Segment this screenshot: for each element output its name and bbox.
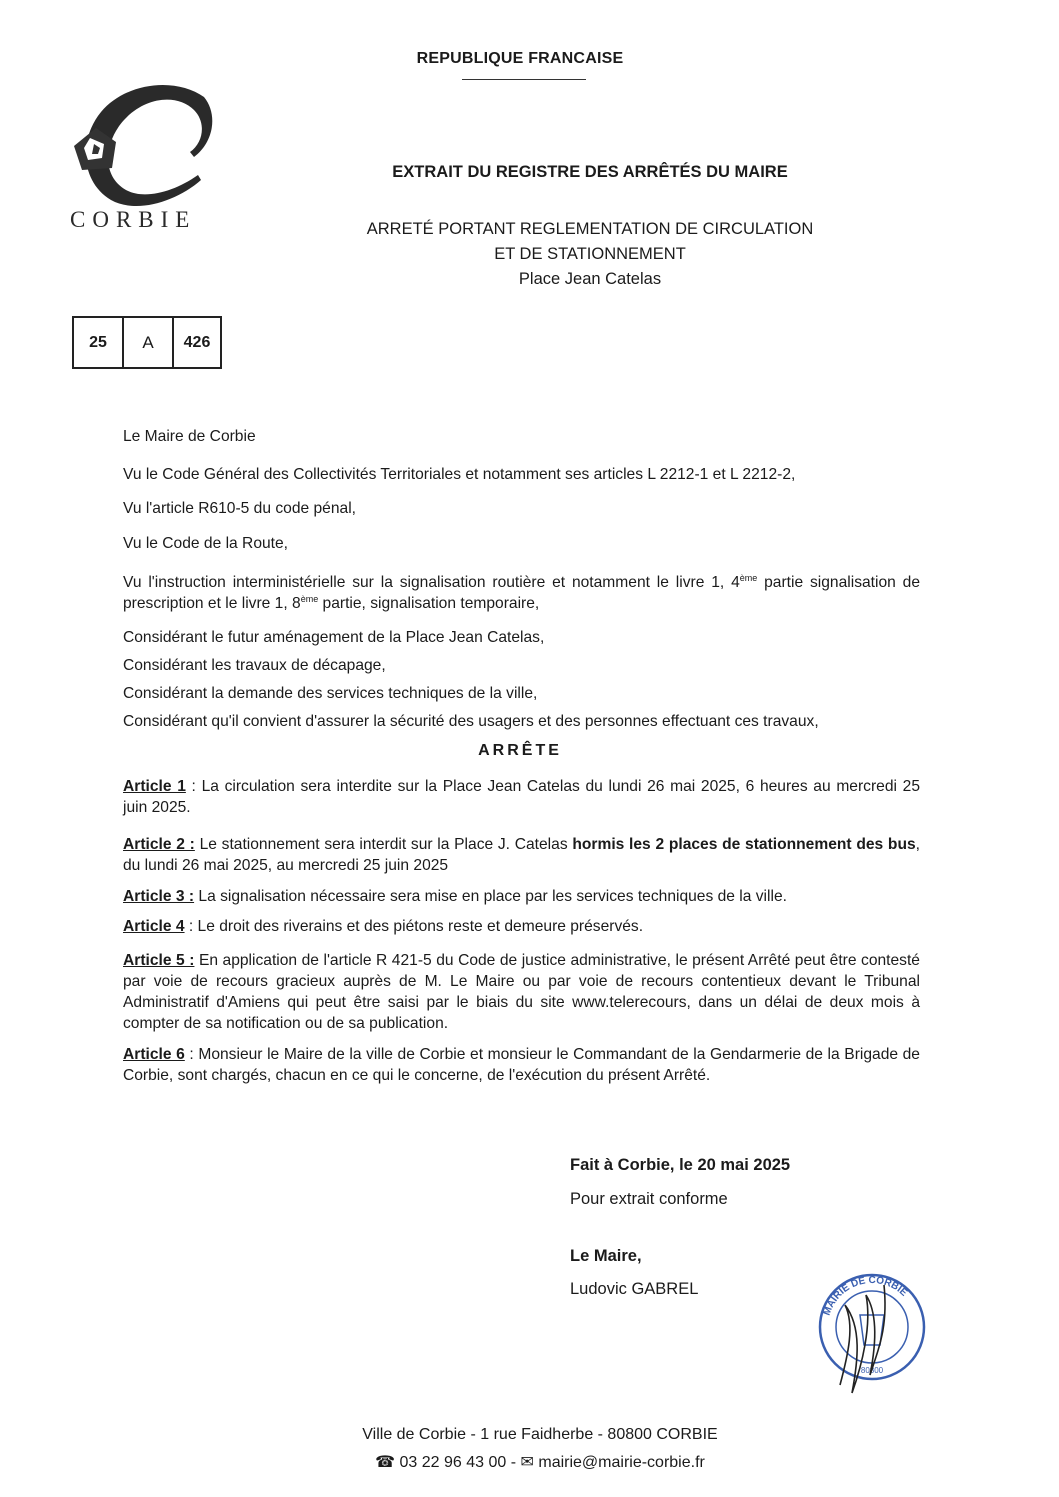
stamp-postcode: 80800 — [860, 1366, 884, 1375]
vu-instruction-sup1: ème — [739, 572, 758, 583]
article-1 — [123, 776, 920, 818]
reference-type: A — [124, 318, 174, 367]
article-6 — [123, 1044, 920, 1086]
article-2-text-a: Le stationnement sera interdit sur la Place J. Catelas — [194, 836, 573, 853]
vu-instruction-sup2: ème — [300, 593, 319, 604]
footer-address: Ville de Corbie - 1 rue Faidherbe - 80800 CORBIE — [362, 1426, 718, 1443]
phone-icon: ☎ — [375, 1454, 396, 1471]
vu-instruction-text-b: partie signalisation de prescription et le livre 1, 8 — [123, 574, 920, 612]
footer-phone: 03 22 96 43 00 — [399, 1454, 507, 1471]
reference-number: 426 — [183, 333, 211, 351]
vu-instruction-text-c: partie, signalisation temporaire, — [318, 595, 540, 612]
arrete-heading: ARRÊTE — [478, 742, 562, 759]
article-2-label: Article 2 : — [123, 836, 195, 853]
article-6-label: Article 6 — [123, 1046, 185, 1063]
article-3-label: Article 3 : — [123, 888, 195, 905]
footer-separator: - — [506, 1454, 521, 1471]
mayor-role: Le Maire, — [570, 1247, 642, 1265]
article-6-text: : Monsieur le Maire de la ville de Corbie et monsieur le Commandant de la Gendarmerie de la Brigade de Corbie, sont chargés, chacun en ce qui le concerne, de l'exécution du présent Arrêté. — [123, 1046, 920, 1084]
reference-box — [72, 316, 222, 369]
article-3 — [123, 886, 920, 907]
article-2 — [123, 834, 920, 876]
article-2-text-b: , du lundi 26 mai 2025, au mercredi 25 juin 2025 — [123, 836, 920, 874]
article-5-text: En application de l'article R 421-5 du Code de justice administrative, le présent Arrêté peut être contesté par voie de recours gracieux auprès de M. Le Maire ou par voie de recours contentieux devant le Tribunal Administratif d'Amiens qui peut être saisi par le biais du site www.telerecours, dans un délai de deux mois à compter de sa notification ou de sa publication. — [123, 952, 920, 1032]
vu-code-route: Vu le Code de la Route, — [123, 535, 288, 552]
arrete-title-line2: ET DE STATIONNEMENT — [494, 245, 686, 263]
article-4-label: Article 4 — [123, 918, 185, 935]
article-4-text: : Le droit des riverains et des piétons reste et demeure préservés. — [184, 918, 644, 935]
certified-line: Pour extrait conforme — [570, 1190, 728, 1208]
arrete-title-line3: Place Jean Catelas — [518, 270, 662, 288]
considerant-travaux: Considérant les travaux de décapage, — [123, 657, 386, 674]
logo-wordmark: CORBIE — [70, 207, 197, 232]
place-date: Fait à Corbie, le 20 mai 2025 — [570, 1156, 791, 1174]
considerant-demande: Considérant la demande des services techniques de la ville, — [123, 685, 538, 702]
considerant-securite: Considérant qu'il convient d'assurer la sécurité des usagers et des personnes effectuant ces travaux, — [123, 713, 819, 730]
republic-title: REPUBLIQUE FRANCAISE — [416, 50, 624, 67]
article-5-label: Article 5 : — [123, 952, 195, 969]
mairie-stamp — [800, 1265, 940, 1405]
reference-year: 25 — [74, 318, 124, 367]
vu-instruction-text-a: Vu l'instruction interministérielle sur la signalisation routière et notamment le livre 1, 4 — [123, 574, 740, 591]
vu-instruction — [123, 572, 920, 614]
stamp-text: MAIRIE DE CORBIE — [821, 1274, 910, 1318]
article-1-text: : La circulation sera interdite sur la Place Jean Catelas du lundi 26 mai 2025, 6 heures au mercredi 25 juin 2025. — [123, 778, 920, 816]
register-title: EXTRAIT DU REGISTRE DES ARRÊTÉS DU MAIRE — [392, 163, 788, 181]
mayor-line: Le Maire de Corbie — [123, 428, 256, 445]
arrete-title-line1: ARRETÉ PORTANT REGLEMENTATION DE CIRCULATION — [366, 220, 814, 238]
vu-cgct: Vu le Code Général des Collectivités Territoriales et notamment ses articles L 2212-1 et L 2212-2, — [123, 466, 796, 483]
arrete-title — [300, 217, 880, 292]
mayor-name: Ludovic GABREL — [570, 1280, 699, 1298]
considerant-amenagement: Considérant le futur aménagement de la Place Jean Catelas, — [123, 629, 545, 646]
article-4 — [123, 916, 920, 937]
vu-code-penal: Vu l'article R610-5 du code pénal, — [123, 500, 356, 517]
article-5 — [123, 950, 920, 1034]
article-1-label: Article 1 — [123, 778, 186, 795]
mail-icon: ✉ — [520, 1454, 534, 1471]
footer-contact — [280, 1452, 800, 1472]
article-2-bold: hormis les 2 places de stationnement des bus — [572, 836, 916, 853]
footer-email: mairie@mairie-corbie.fr — [538, 1454, 705, 1471]
header-rule — [462, 79, 586, 80]
article-3-text: La signalisation nécessaire sera mise en place par les services techniques de la ville. — [194, 888, 787, 905]
